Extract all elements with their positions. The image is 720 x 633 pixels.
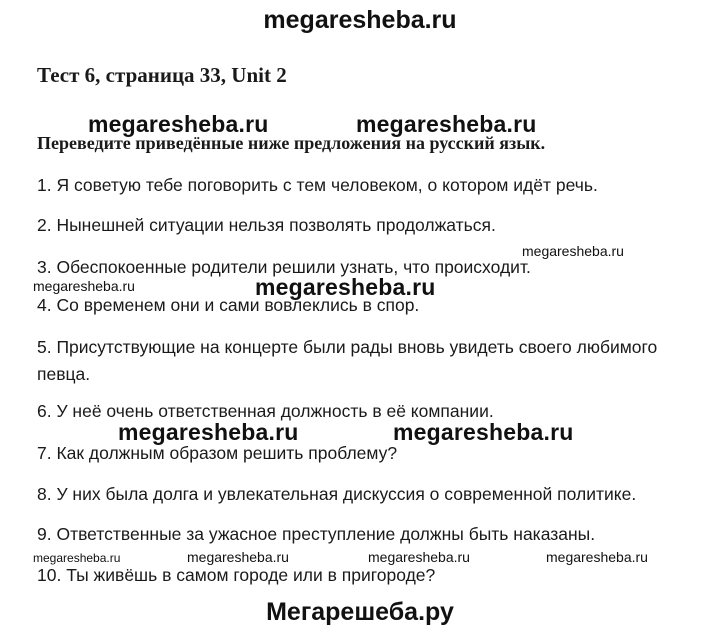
sentence-10: 10. Ты живёшь в самом городе или в пригороде? — [37, 565, 436, 585]
footer-watermark: Мегарешеба.ру — [266, 598, 454, 626]
watermark: megaresheba.ru — [356, 111, 537, 137]
sentence-9: 9. Ответственные за ужасное преступление должны быть наказаны. — [37, 524, 596, 544]
page-title: Тест 6, страница 33, Unit 2 — [37, 63, 287, 87]
watermark: megaresheba.ru — [33, 551, 121, 565]
header-watermark: megaresheba.ru — [263, 6, 457, 34]
watermark: megaresheba.ru — [33, 278, 135, 294]
sentence-7: 7. Как должным образом решить проблему? — [37, 443, 398, 463]
watermark: megaresheba.ru — [255, 274, 436, 300]
sentence-3: 3. Обеспокоенные родители решили узнать, что происходит. — [37, 257, 531, 277]
sentence-6: 6. У неё очень ответственная должность в её компании. — [37, 401, 494, 421]
sentence-4: 4. Со временем они и сами вовлеклись в спор. — [37, 295, 420, 315]
sentence-1: 1. Я советую тебе поговорить с тем человеком, о котором идёт речь. — [37, 175, 598, 195]
watermark: megaresheba.ru — [393, 419, 574, 445]
watermark: megaresheba.ru — [187, 549, 289, 565]
watermark: megaresheba.ru — [118, 419, 299, 445]
watermark: megaresheba.ru — [88, 111, 269, 137]
watermark: megaresheba.ru — [546, 549, 648, 565]
instruction-text: Переведите приведённые ниже предложения на русский язык. — [37, 133, 546, 153]
sentence-5: 5. Присутствующие на концерте были рады вновь увидеть своего любимого певца. — [37, 337, 658, 384]
sentence-2: 2. Нынешней ситуации нельзя позволять продолжаться. — [37, 215, 496, 235]
watermark: megaresheba.ru — [368, 549, 470, 565]
watermark: megaresheba.ru — [522, 243, 624, 259]
sentence-8: 8. У них была долга и увлекательная дискуссия о современной политике. — [37, 484, 637, 504]
